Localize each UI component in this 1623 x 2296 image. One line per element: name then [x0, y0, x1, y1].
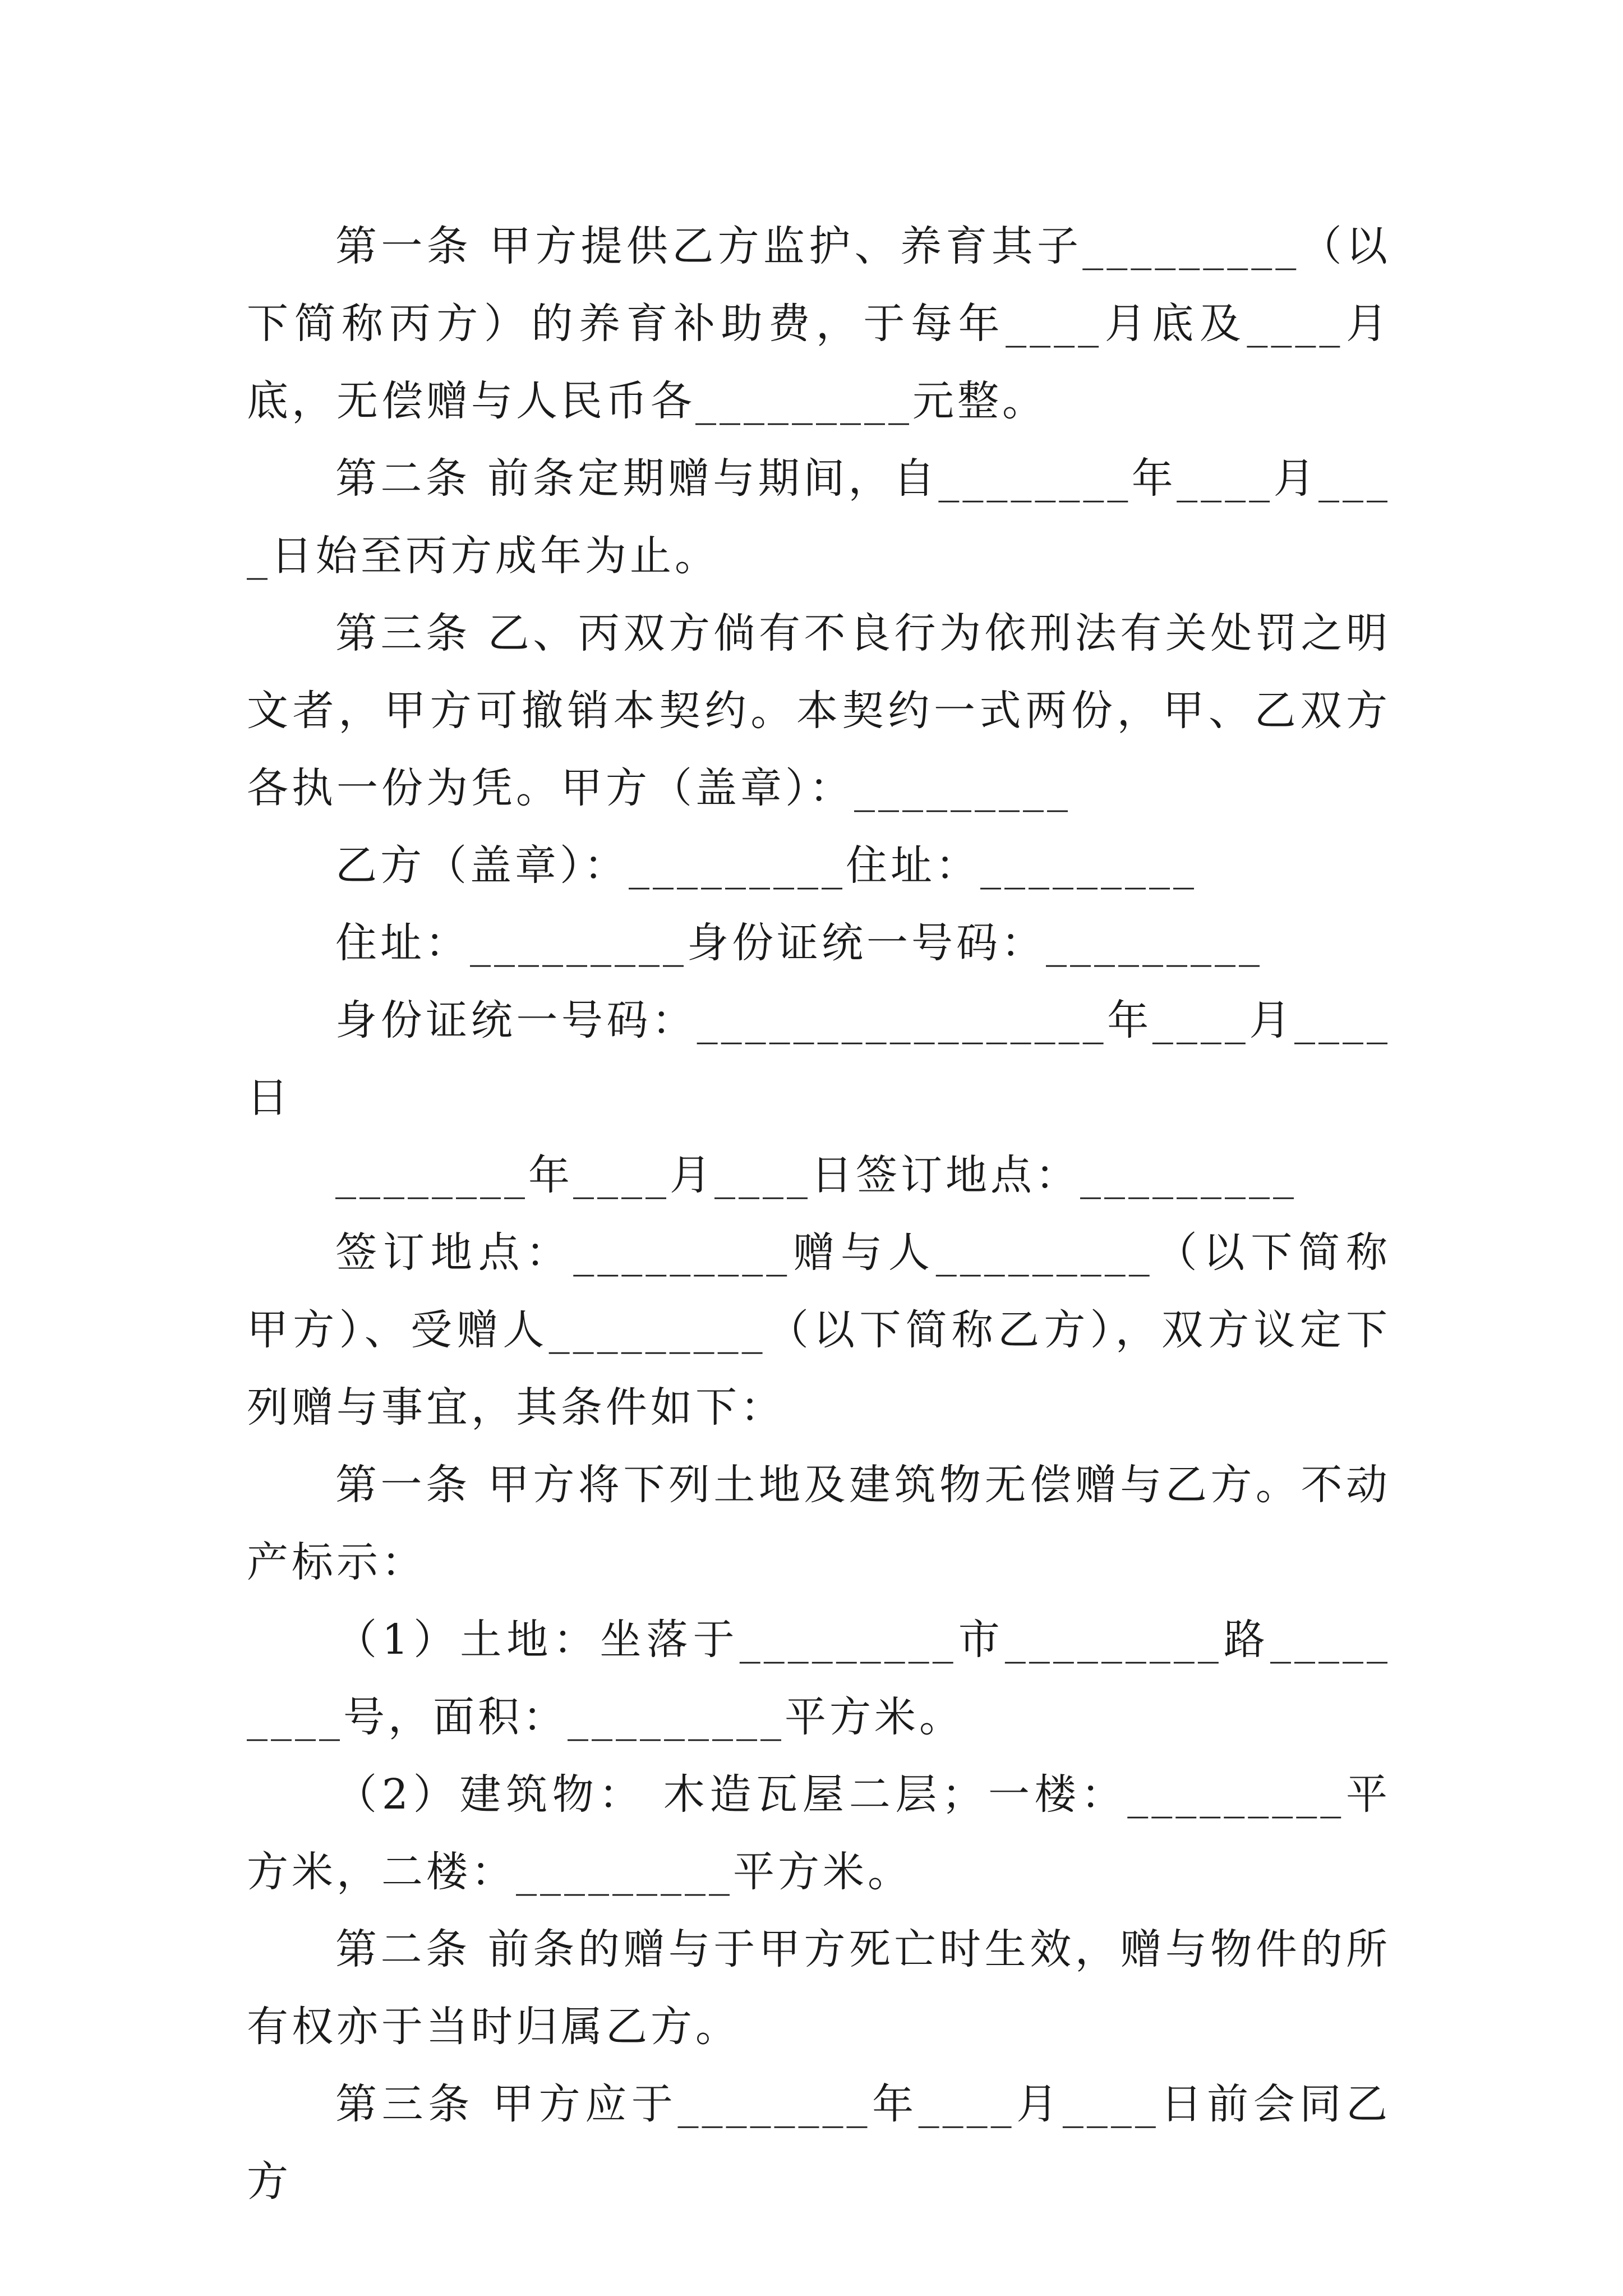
building-item-paragraph: （2）建筑物： 木造瓦屋二层；一楼：_________平方米，二楼：_________平方米。 — [247, 1770, 1391, 1896]
gift-clause-1-paragraph: 第一条 甲方将下列土地及建筑物无偿赠与乙方。不动产标示： — [247, 1461, 1391, 1586]
clause-1-paragraph: 第一条 甲方提供乙方监护、养育其子_________（以下简称丙方）的养育补助费，于每年____月底及____月底，无偿赠与人民币各_________元整。 — [247, 222, 1391, 425]
clause-3-paragraph: 第三条 乙、丙双方倘有不良行为依刑法有关处罚之明文者，甲方可撤销本契约。本契约一式两份，甲、乙双方各执一份为凭。甲方（盖章）：_________ — [247, 609, 1391, 812]
party-b-seal-line: 乙方（盖章）：_________住址：_________ — [335, 841, 1197, 890]
id-number-line: 身份证统一号码：_________________年____月____日 — [247, 996, 1391, 1122]
address-line: 住址：_________身份证统一号码：_________ — [335, 919, 1263, 967]
signing-place-paragraph: 签订地点：_________赠与人_________（以下简称甲方）、受赠人_________（以下简称乙方），双方议定下列赠与事宜，其条件如下： — [247, 1228, 1391, 1432]
land-item-paragraph: （1）土地：坐落于_________市_________路_________号，面积：_________平方米。 — [247, 1616, 1391, 1741]
gift-clause-2-paragraph: 第二条 前条的赠与于甲方死亡时生效，赠与物件的所有权亦于当时归属乙方。 — [247, 1925, 1391, 2051]
clause-2-paragraph: 第二条 前条定期赠与期间，自________年____月____日始至丙方成年为止。 — [247, 454, 1391, 580]
signing-date-line: ________年____月____日签订地点：_________ — [335, 1151, 1297, 1199]
contract-body — [247, 208, 1391, 2220]
gift-clause-3-paragraph: 第三条 甲方应于________年____月____日前会同乙方 — [247, 2080, 1391, 2206]
